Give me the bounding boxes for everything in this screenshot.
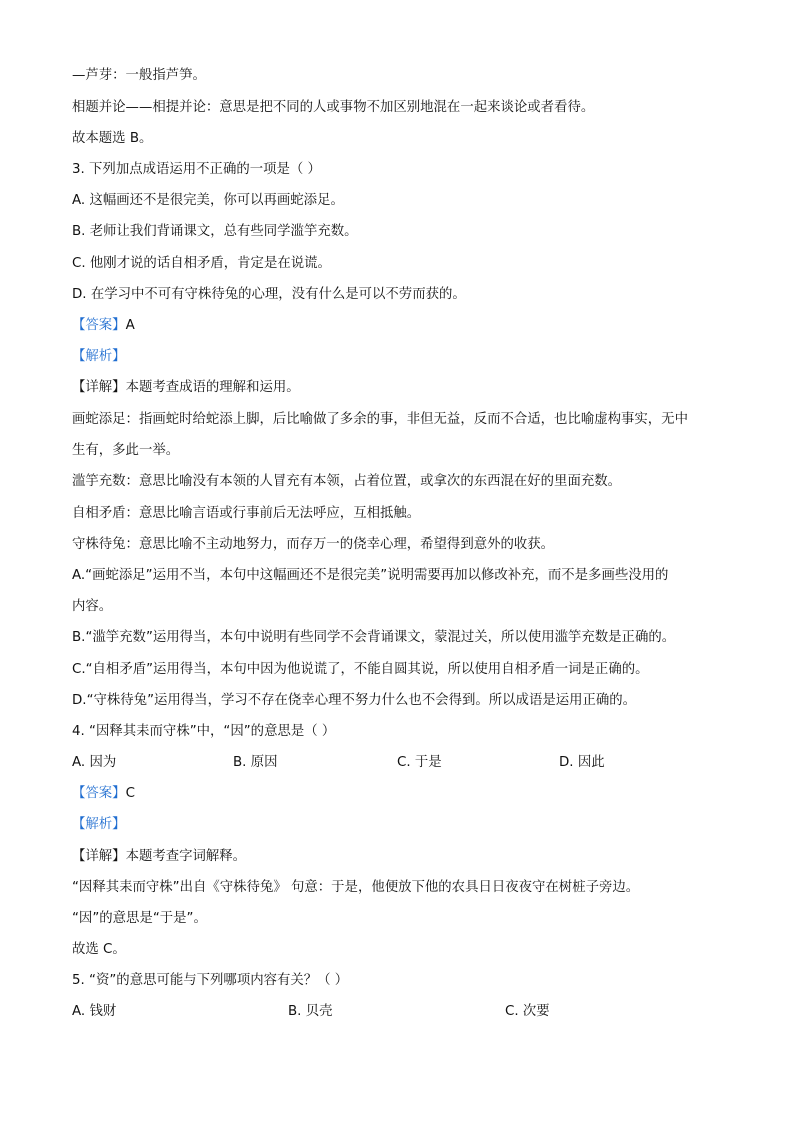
answer-value: A bbox=[125, 318, 135, 333]
text-line: C.“自相矛盾”运用得当，本句中因为他说谎了，不能自圆其说，所以使用自相矛盾一词是正确的。 bbox=[72, 662, 649, 677]
detail-tag: 【详解】 bbox=[72, 380, 126, 395]
detail-line bbox=[72, 847, 724, 867]
analysis-tag: 【解析】 bbox=[72, 349, 126, 364]
text-line: 画蛇添足：指画蛇时给蛇添上脚，后比喻做了多余的事，非但无益，反而不合适，也比喻虚构事实，无中 bbox=[72, 412, 688, 427]
detail-line bbox=[72, 378, 724, 398]
text-line: B.“滥竽充数”运用得当，本句中说明有些同学不会背诵课文，蒙混过关，所以使用滥竽充数是正确的。 bbox=[72, 630, 676, 645]
question-4-option-d: D. 因此 bbox=[559, 755, 605, 770]
answer-line bbox=[72, 316, 724, 336]
analysis-line bbox=[72, 815, 724, 835]
text-line: 内容。 bbox=[72, 599, 113, 614]
question-5-options bbox=[72, 1002, 722, 1022]
question-5-stem: 5. “资”的意思可能与下列哪项内容有关？（ ） bbox=[72, 973, 349, 988]
text-line: “因释其耒而守株”出自《守株待兔》 句意：于是，他便放下他的农具日日夜夜守在树桩子旁边。 bbox=[72, 880, 640, 895]
text-line: “因”的意思是“于是”。 bbox=[72, 911, 207, 926]
text-line: 故本题选 B。 bbox=[72, 131, 153, 146]
question-4-option-a: A. 因为 bbox=[72, 755, 117, 770]
text-line: 守株待兔：意思比喻不主动地努力，而存万一的侥幸心理，希望得到意外的收获。 bbox=[72, 537, 555, 552]
text-line: 故选 C。 bbox=[72, 942, 126, 957]
question-4-option-c: C. 于是 bbox=[397, 755, 442, 770]
detail-text: 本题考查字词解释。 bbox=[125, 849, 247, 864]
text-line: 自相矛盾：意思比喻言语或行事前后无法呼应，互相抵触。 bbox=[72, 506, 421, 521]
detail-text: 本题考查成语的理解和运用。 bbox=[125, 380, 300, 395]
question-4-option-b: B. 原因 bbox=[233, 755, 278, 770]
question-4-stem: 4. “因释其耒而守株”中，“因”的意思是（ ） bbox=[72, 724, 336, 739]
question-3-option-a: A. 这幅画还不是很完美，你可以再画蛇添足。 bbox=[72, 193, 344, 208]
analysis-line bbox=[72, 347, 724, 367]
analysis-tag: 【解析】 bbox=[72, 817, 126, 832]
answer-value: C bbox=[125, 786, 135, 801]
text-line: 相题并论——相提并论：意思是把不同的人或事物不加区别地混在一起来谈论或者看待。 bbox=[72, 100, 595, 115]
question-5-option-b: B. 贝壳 bbox=[288, 1004, 333, 1019]
question-3-option-d: D. 在学习中不可有守株待兔的心理，没有什么是可以不劳而获的。 bbox=[72, 287, 466, 302]
text-line: 生有，多此一举。 bbox=[72, 443, 180, 458]
question-5-option-c: C. 次要 bbox=[505, 1004, 550, 1019]
question-3-stem: 3. 下列加点成语运用不正确的一项是（ ） bbox=[72, 162, 321, 177]
text-line: 滥竽充数：意思比喻没有本领的人冒充有本领，占着位置，或拿次的东西混在好的里面充数。 bbox=[72, 474, 622, 489]
text-line: A.“画蛇添足”运用不当，本句中这幅画还不是很完美”说明需要再加以修改补充，而不是多画些没用的 bbox=[72, 568, 669, 583]
text-line: —芦芽：一般指芦笋。 bbox=[72, 68, 206, 83]
question-4-options bbox=[72, 753, 722, 773]
text-line: D.“守株待兔”运用得当，学习不存在侥幸心理不努力什么也不会得到。所以成语是运用正确的。 bbox=[72, 693, 637, 708]
question-3-option-b: B. 老师让我们背诵课文，总有些同学滥竽充数。 bbox=[72, 224, 358, 239]
answer-tag: 【答案】 bbox=[72, 318, 126, 333]
detail-tag: 【详解】 bbox=[72, 849, 126, 864]
answer-line bbox=[72, 784, 724, 804]
answer-tag: 【答案】 bbox=[72, 786, 126, 801]
question-5-option-a: A. 钱财 bbox=[72, 1004, 117, 1019]
question-3-option-c: C. 他刚才说的话自相矛盾，肯定是在说谎。 bbox=[72, 256, 331, 271]
